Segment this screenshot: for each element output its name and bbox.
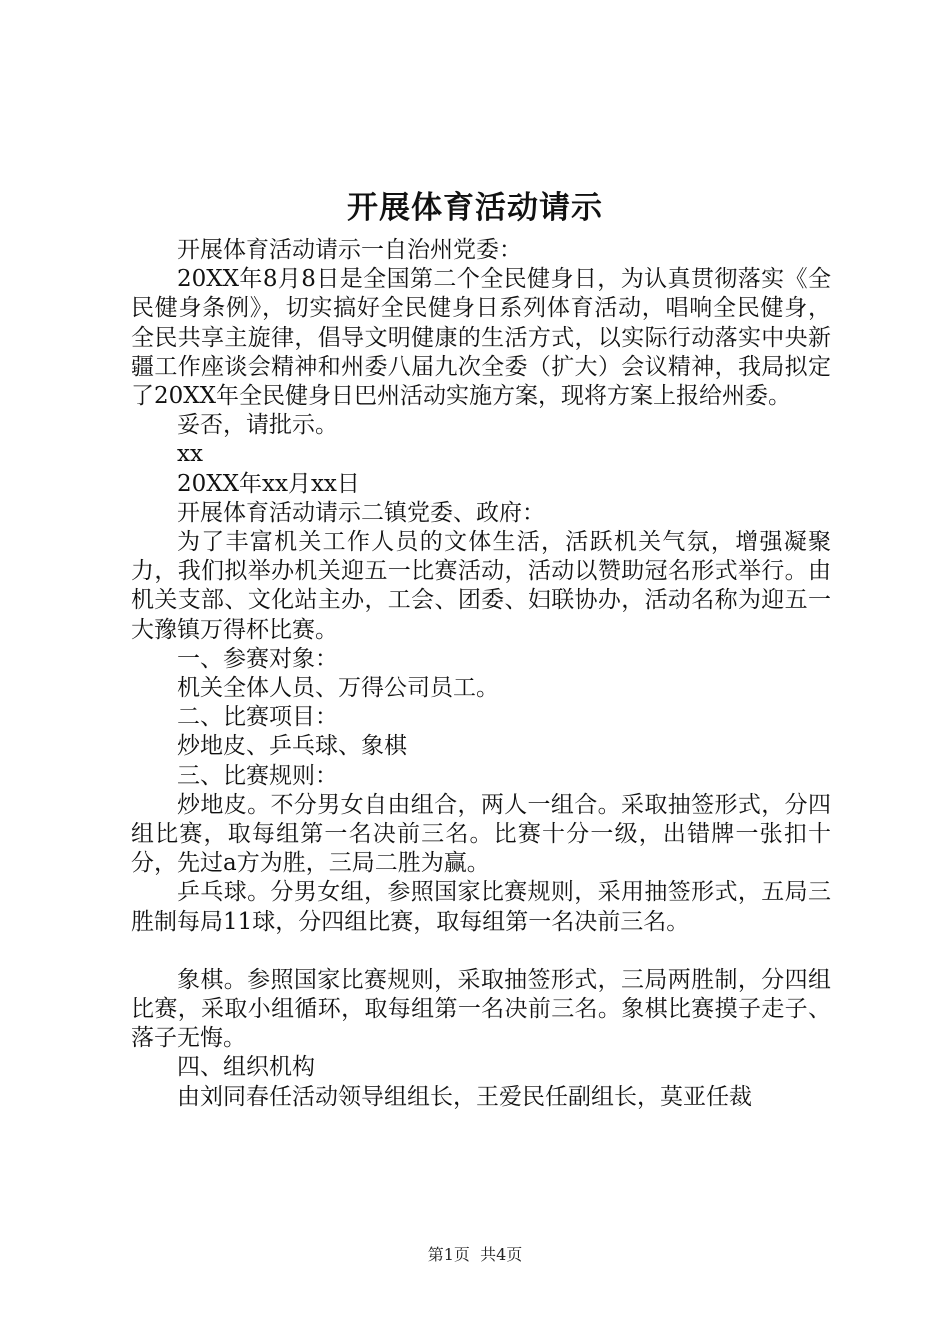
- paragraph-events: 炒地皮、乒乓球、象棋: [177, 733, 407, 760]
- blank-line: [131, 937, 831, 966]
- page-footer: [0, 1244, 950, 1266]
- paragraph-salutation-2: 开展体育活动请示二镇党委、政府：: [177, 499, 545, 526]
- section-heading-organization: 四、组织机构: [177, 1054, 315, 1081]
- paragraph-signature: xx: [177, 441, 203, 468]
- section-heading-rules: 三、比赛规则：: [177, 762, 338, 789]
- footer-separator: [470, 1245, 480, 1264]
- paragraph-rule-table-tennis: 乒乓球。分男女组，参照国家比赛规则，采用抽签形式，五局三胜制每局11球，分四组比赛，取每组第一名决前三名。: [131, 879, 831, 935]
- paragraph-rule-chess: 象棋。参照国家比赛规则，采取抽签形式，三局两胜制，分四组比赛，采取小组循环，取每组第一名决前三名。象棋比赛摸子走子、落子无悔。: [131, 966, 831, 1052]
- page-total: 共4页: [480, 1245, 523, 1264]
- paragraph-rule-card-game: 炒地皮。不分男女自由组合，两人一组合。采取抽签形式，分四组比赛，取每组第一名决前三名。比赛十分一级，出错牌一张扣十分，先过a方为胜，三局二胜为赢。: [131, 791, 831, 877]
- document-title: 开展体育活动请示: [347, 190, 603, 226]
- section-heading-participants: 一、参赛对象：: [177, 645, 338, 672]
- page-number: 第1页: [427, 1245, 470, 1264]
- section-heading-events: 二、比赛项目：: [177, 704, 338, 731]
- paragraph-participants: 机关全体人员、万得公司员工。: [177, 675, 499, 702]
- paragraph-request-1-body: 20XX年8月8日是全国第二个全民健身日，为认真贯彻落实《全民健身条例》，切实搞好全民健身日系列体育活动，唱响全民健身，全民共享主旋律，倡导文明健康的生活方式，以实际行动落实中央新疆工作座谈会精神和州委八届九次全委（扩大）会议精神，我局拟定了20XX年全民健身日巴州活动实施方案，现将方案上报给州委。: [131, 266, 831, 410]
- paragraph-date: 20XX年xx月xx日: [177, 470, 360, 497]
- paragraph-salutation-1: 开展体育活动请示一自治州党委：: [177, 237, 522, 263]
- paragraph-organization: 由刘同春任活动领导组组长，王爱民任副组长，莫亚任裁: [177, 1083, 752, 1110]
- paragraph-request-2-body: 为了丰富机关工作人员的文体生活，活跃机关气氛，增强凝聚力，我们拟举办机关迎五一比赛活动，活动以赞助冠名形式举行。由机关支部、文化站主办，工会、团委、妇联协办，活动名称为迎五一大豫镇万得杯比赛。: [131, 529, 831, 643]
- document-body: [131, 236, 831, 1112]
- paragraph-approval-request: 妥否，请批示。: [177, 412, 338, 439]
